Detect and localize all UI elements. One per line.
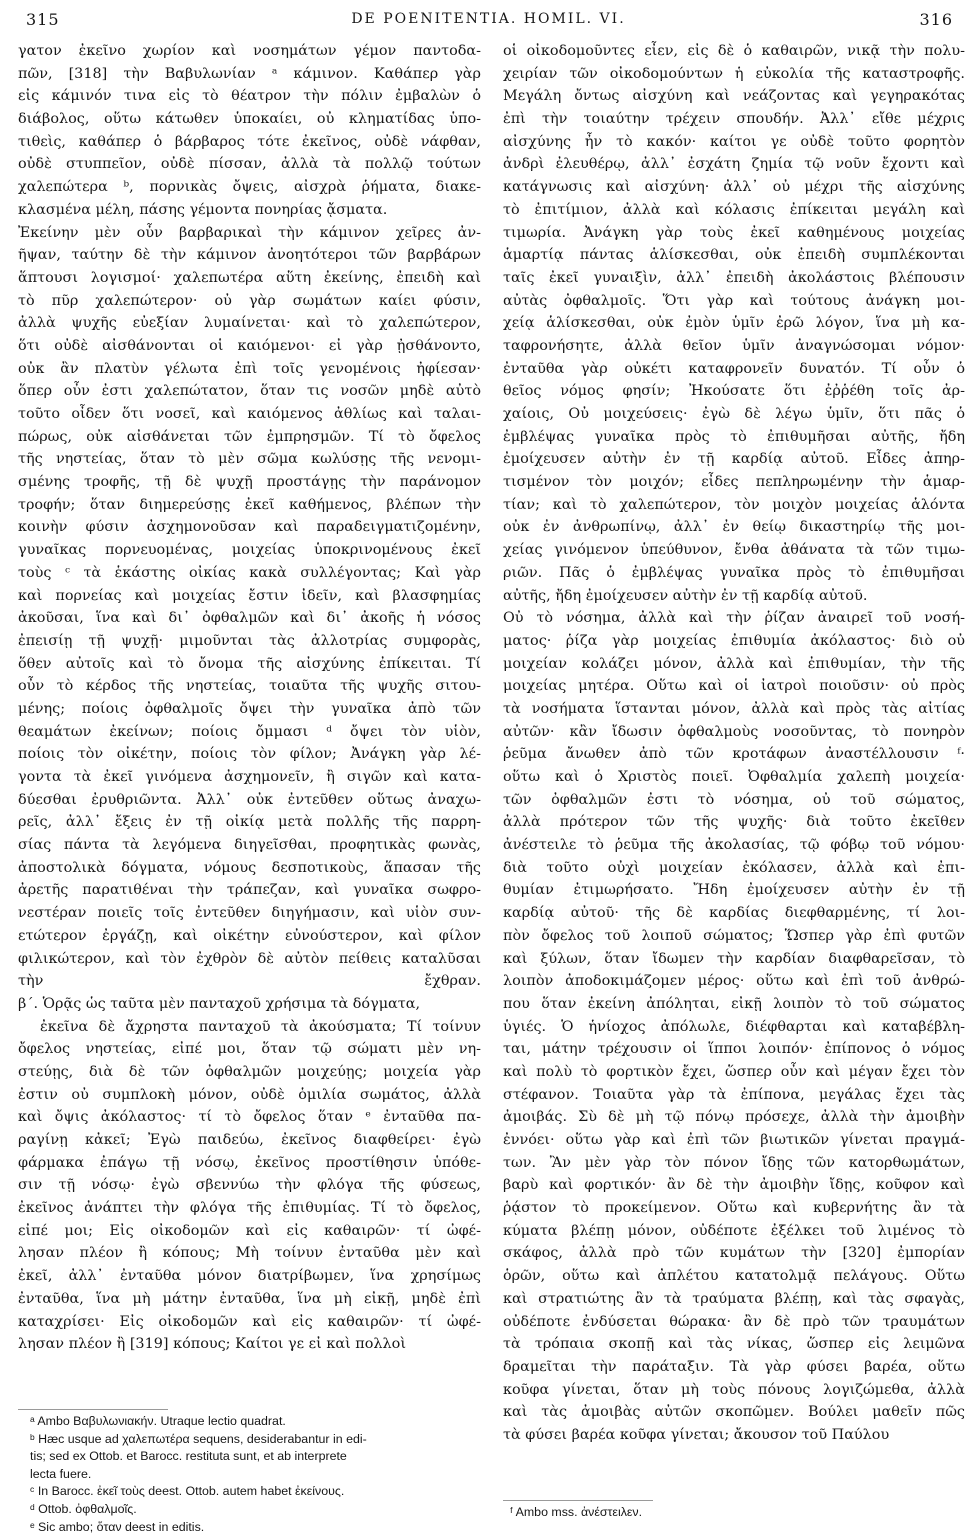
text-line: φάρμακα ἐπάγω τῇ νόσῳ, ἐκεῖνος προστίθησιν ὑπόθε- <box>18 1154 481 1171</box>
right-column <box>503 40 965 1447</box>
footnote-rule-right <box>503 1500 653 1501</box>
footnotes-left <box>30 1413 482 1536</box>
text-line: Οὐ τὸ νόσημα, ἀλλὰ καὶ τὴν ῥίζαν ἀναιρεῖ τοῦ νοσή- <box>503 610 965 627</box>
text-line: γατον ἐκεῖνο χωρίον καὶ νοσημάτων γέμον παντοδα- <box>18 43 481 59</box>
text-line: Μεγάλη ὄντως αἰσχύνη καὶ νεάζοντας καὶ γεγηρακότας <box>503 88 965 105</box>
text-line: χειρίαν τῶν οἰκοδομούντων ἡ εὐκολία τῆς καταστροφῆς. <box>503 65 965 82</box>
text-line: τὸ ἐπιτίμιον, ἀλλὰ καὶ κόλασις ἐπίκειται μεγάλη καὶ <box>503 201 965 218</box>
text-line: ῆψαν, ταύτην δὲ τὴν κάμινον ἀνοητότεροι τῶν βαρβάρων <box>18 247 481 264</box>
footnotes-right <box>510 1504 962 1522</box>
running-head: DE POENITENTIA. HOMIL. VI. <box>351 11 626 27</box>
text-line: μένης; ποίοις ὀφθαλμοῖς ὄψει τὴν γυναῖκα ἀπὸ τῶν <box>18 700 481 717</box>
text-line: τισμένον τὸν μοιχόν; εἶδες πεπληρωμένην τὴν ἁμαρ- <box>503 474 965 491</box>
text-line: ἐστιν οὐ συμπλοκὴ μόνον, οὐδὲ ὁμιλία σωμάτος, ἀλλὰ <box>18 1086 481 1103</box>
text-line: καὶ ὄψις ἀκόλαστος· τί τὸ ὄφελος ὅταν ᵉ ἐνταῦθα πα- <box>18 1109 481 1126</box>
text-line: των. Ἂν μὲν γὰρ τὸν πόνον ἴδῃς τῶν κατορθωμάτων, <box>503 1154 965 1171</box>
text-line: ἀμοιβάς. Σὺ δὲ μὴ τῷ πόνῳ πρόσεχε, ἀλλὰ τὴν ἀμοιβὴν <box>503 1109 965 1126</box>
text-line: σμένης τροφῆς, τῇ δὲ ψυχῇ προστάγῃς τὴν παράνομον <box>18 474 481 491</box>
text-line: ἀρετῆς παρατιθέναι τὴν τράπεζαν, καὶ γυναῖκα σωφρο- <box>18 882 481 899</box>
text-line: ἅπτουσι λογισμοί· χαλεπωτέρα αὕτη ἐκείνης, ἐπειδὴ καὶ <box>18 269 481 286</box>
text-line: καρδίᾳ αὐτοῦ· τῆς δὲ καρδίας διεφθαρμένης, τί λοι- <box>503 905 965 922</box>
footnote-rule-left <box>18 1409 168 1410</box>
text-line: οὐδὲ στυππεῖον, οὐδὲ πίσσαν, ἀλλὰ τὰ πολλῷ τούτων <box>18 156 481 173</box>
text-line: β΄. Ὁρᾷς ὡς ταῦτα μὲν πανταχοῦ χρήσιμα τὰ δόγματα, <box>18 995 421 1012</box>
text-line: καὶ ξύλων, ὅταν ἴδωμεν τὴν καρδίαν διαφθαρεῖσαν, τὸ <box>503 950 965 967</box>
footnote: lecta fuere. <box>30 1466 92 1481</box>
text-line: ἐκεῖνος ἀνάπτει τὴν φλόγα τῆς ἐπιθυμίας. Τί τὸ ὄφελος, <box>18 1200 481 1217</box>
footnote: ᶠ Ambo mss. ἀνέστειλεν. <box>510 1505 643 1519</box>
text-line: κοῦφα γίνεται, ὅταν μὴ τοὺς πόνους λογιζώμεθα, ἀλλὰ <box>503 1381 965 1398</box>
text-line: καὶ πορνείας καὶ μοιχείας ἔστιν ἰδεῖν, καὶ βλασφημίας <box>18 587 481 604</box>
text-line: ετώτερον ἐργάζῃ, καὶ οἰκέτην εὐνούστερον, καὶ φίλον <box>18 927 481 944</box>
text-line: ὅθεν αὐτοῖς καὶ τὸ ὄνομα τῆς αἰσχύνης ἐπίκειται. Τί <box>18 655 481 672</box>
text-line: ἐκεῖ, ἀλλ᾽ ἐνταῦθα μόνον διατρίβωμεν, ἵνα χρησίμως <box>18 1268 481 1285</box>
text-line: ταφρονήσητε, ἀλλὰ θεῖον ὑμῖν ἀναγνώσομαι νόμον· <box>503 337 965 354</box>
text-line: ἀκοῦσαι, ἵνα καὶ δι᾽ ὀφθαλμῶν καὶ δι᾽ ἀκοῆς ἡ νόσος <box>18 610 481 627</box>
text-line: ἐμοίχευσεν αὐτὴν ἐν τῇ καρδίᾳ αὐτοῦ. Εἶδες ἀπηρ- <box>503 451 965 468</box>
text-line: μοιχείαν κολάζει μόνον, ἀλλὰ καὶ ἐπιθυμίαν, τὴν τῆς <box>503 655 965 672</box>
text-line: ὅτι οὐδὲ αἰσθάνονται οἱ καιόμενοι· εἰ γὰρ ᾐσθάνοντο, <box>18 337 481 354</box>
text-line: λησαν πλέον ἢ κόπους; Μὴ τοίνυν ἐνταῦθα μὲν καὶ <box>18 1245 481 1262</box>
text-line: τὰ τρόπαια σκοπῇ καὶ τὰς νίκας, ὥσπερ εἰς λειμῶνα <box>503 1336 965 1353</box>
text-line: χείᾳ ἁλίσκεσθαι, οὐκ ἐμὸν ὑμῖν ἐρῶ λόγον, ἵνα μὴ κα- <box>503 315 965 332</box>
text-line: ἐνταῦθα γὰρ οὐκέτι καταφρονεῖν δυνατόν. Τί οὖν ὁ <box>503 360 965 377</box>
text-line: στέφανον. Τοιαῦτα γὰρ τὰ ἐπίπονα, μεγάλας ἔχει τὰς <box>503 1086 965 1103</box>
text-line: ῥᾴστον τὸ προκείμενον. Οὕτω καὶ κυβερνήτης ἂν τὰ <box>503 1200 965 1217</box>
text-line: οὖν τὸ κέρδος τῆς νηστείας, τοιαῦτα τῆς ψυχῆς σιτου- <box>18 678 481 695</box>
footnote: ᵃ Ambo Βαβυλωνιακήν. Utraque lectio quadrat. <box>30 1414 286 1428</box>
text-line: αὐτὰς ὀφθαλμοῖς. Ὅτι γὰρ καὶ τούτους ἀνάγκη μοι- <box>503 292 965 309</box>
text-line: ῥεῦμα ἄνωθεν ἀπὸ τῶν κροτάφων ἀναστέλλουσιν ᶠ· <box>503 746 965 763</box>
text-line: πὸν ὄφελος τοῦ λοιποῦ σώματος; Ὥσπερ γὰρ ἐπὶ φυτῶν <box>503 927 965 944</box>
text-line: ἐμβλέψας γυναῖκα πρὸς τὸ ἐπιθυμῆσαι αὐτῆς, ἤδη <box>503 428 965 445</box>
text-line: τὰ φύσει βαρέα κοῦφα γίνεται; ἄκουσον τοῦ Παύλου <box>503 1426 890 1443</box>
text-line: καταχρίσει· Εἰς οἰκοδομῶν καὶ εἰς καθαιρῶν· τί ὠφέ- <box>18 1313 481 1330</box>
text-line: ἐννόει· οὕτω γὰρ καὶ ἐπὶ τῶν βιωτικῶν γίνεται πραγμά- <box>503 1132 965 1148</box>
text-line: θεαμάτων ἐκείνων; ποίοις ὄμμασι ᵈ ὄψει τὸν υἱὸν, <box>18 723 481 740</box>
text-line: τοὺς ᶜ τὰ ἑκάστης οἰκίας κακὰ συλλέγοντας; Καὶ γὰρ <box>18 564 481 581</box>
text-line: πῶν, [318] τὴν Βαβυλωνίαν ᵃ κάμινον. Καθάπερ γὰρ <box>18 65 481 82</box>
text-line: δραμεῖται τὴν παράταξιν. Τὰ γὰρ φύσει βαρέα, οὕτω <box>503 1358 965 1375</box>
text-line: τροφήν; ὅταν διημερεύσῃς ἐκεῖ καθήμενος, βλέπων τὴν <box>18 496 481 513</box>
page-header <box>18 10 959 32</box>
text-line: τίαν; καὶ τὸ χαλεπώτερον, τὸν μοιχὸν μοιχείας ἁλόντα <box>503 496 965 513</box>
footnote: ᵈ Ottob. ὀφθαλμοῖς. <box>30 1501 137 1516</box>
footnote: tis; sed ex Ottob. et Barocc. restituta sunt, et ab interprete <box>30 1449 347 1464</box>
left-column <box>18 40 481 1356</box>
text-line: Ἐκείνην μὲν οὖν βαρβαρικαὶ τὴν κάμινον χεῖρες ἀν- <box>18 224 481 241</box>
footnote: ᶜ In Barocc. ἐκεῖ τοὺς deest. Ottob. autem habet ἐκείνους. <box>30 1484 345 1499</box>
text-line: δύεσθαι ἐρυθριῶντα. Ἀλλ᾽ οὐκ ἐντεῦθεν οὕτως ἀναχω- <box>18 791 481 808</box>
text-line: λοιπὸν ἀποδοκιμάζομεν μέρος· οὕτω καὶ ἐπὶ τοῦ ἀνθρώ- <box>503 973 965 990</box>
text-line: ἀποστολικὰ δόγματα, νόμους δεσποτικοὺς, ἅπασαν τῆς <box>18 859 481 876</box>
text-line: εἰπέ μοι; Εἰς οἰκοδομῶν καὶ εἰς καθαιρῶν· τί ὠφέ- <box>18 1222 481 1239</box>
text-line: αὐτῆς, ἤδη ἐμοίχευσεν αὐτὴν ἐν τῇ καρδίᾳ αὐτοῦ. <box>503 587 868 604</box>
text-line: ἐπὶ τὴν τοιαύτην τρέχειν σπουδήν. Ἀλλ᾽ εἴθε μέχρις <box>503 111 965 128</box>
text-line: τῆς νηστείας, ὅταν τὸ μὲν σῶμα κωλύσῃς τῆς νενομι- <box>18 451 481 468</box>
text-line: οὐκ ἐν ἀνθρωπίνῳ, ἀλλ᾽ ἐν θείῳ δικαστηρίῳ τῆς μοι- <box>503 519 965 536</box>
text-line: βαρὺ καὶ φορτικόν· ἂν δὲ τὴν ἀμοιβὴν ἴδῃς, κοῦφον καὶ <box>503 1177 965 1194</box>
text-line: καὶ στρατιώτης ἂν τὰ τραύματα βλέπῃ, καὶ τὰς σφαγὰς, <box>503 1290 965 1307</box>
text-line: ματος· ῥίζα γὰρ μοιχείας ἐπιθυμία ἀκόλαστος· διὸ οὐ <box>503 632 965 649</box>
text-line: κλασμένα μέλη, πάσης γέμοντα πονηρίας ᾄσματα. <box>18 201 388 218</box>
text-line: διάβολος, οὕτω κάτωθεν ὑποκαίει, οὐ κληματίδας ὑπο- <box>18 111 481 128</box>
page-number-right: 316 <box>919 10 953 29</box>
text-line: ἁμαρτίᾳ πάντας ἁλίσκεσθαι, οὐκ ἐπειδὴ συμπλέκονται <box>503 247 965 264</box>
text-line: αὐτῶν· κἂν ἴδωσιν ὀφθαλμοὺς νοσοῦντας, τὸ πονηρὸν <box>503 723 965 740</box>
text-line: χείας γινόμενον ὑπεύθυνον, ἔνθα ἀθάνατα τὰ τῶν τιμω- <box>503 542 965 559</box>
text-line: σιν τῇ νόσῳ· ἐγὼ σβεννύω τὴν φλόγα τῆς φύσεως, <box>18 1177 481 1194</box>
text-line: τῶν ὀφθαλμῶν ἐστι τὸ νόσημα, οὐ τοῦ σώματος, <box>503 791 965 808</box>
text-line: διὰ τοῦτο οὐχὶ μοιχείαν ἐκόλασεν, ἀλλὰ καὶ ἐπι- <box>503 859 965 876</box>
text-line: χαλεπώτερα ᵇ, πορνικὰς ὄψεις, αἰσχρὰ ῥήματα, διακε- <box>18 179 481 196</box>
text-line: οἱ οἰκοδομοῦντες εἶεν, εἰς δὲ ὁ καθαιρῶν, νικᾷ τὴν πολυ- <box>503 43 965 59</box>
text-line: καὶ τὰς ἀμοιβὰς αὐτῶν σκοπῶμεν. Βούλει μαθεῖν πῶς <box>503 1404 965 1421</box>
text-line: ἐπεισίῃ τῇ ψυχῇ· μιμοῦνται τὰς ἀλλοτρίας συμφορὰς, <box>18 632 481 649</box>
text-line: ὑγιές. Ὁ ἡνίοχος ἀπόλωλε, διέφθαρται καὶ καταβέβλη- <box>503 1018 965 1035</box>
text-line: ἐνταῦθα, ἵνα μὴ μάτην ἐνταῦθα, ἵνα μὴ εἰκῇ, μηδὲ ἐπὶ <box>18 1290 481 1307</box>
text-line: οὕτω καὶ ὁ Χριστὸς ποιεῖ. Ὀφθαλμία χαλεπὴ μοιχεία· <box>503 769 965 785</box>
text-line: ὄφελος νηστείας, εἰπέ μοι, ὅταν τῷ σώματι μὲν νη- <box>18 1041 481 1058</box>
text-line: ρεῖς, ἀλλ᾽ ἔξεις ἐν τῇ οἰκίᾳ μετὰ πολλῆς τῆς παρρη- <box>18 814 481 831</box>
text-line: οὐκ ἂν πλατὺν γέλωτα ἐπὶ τοῖς γενομένοις ἠφίεσαν· <box>18 360 481 377</box>
text-line: χαίοις, Οὐ μοιχεύσεις· ἐγὼ δὲ λέγω ὑμῖν, ὅτι πᾶς ὁ <box>503 406 965 422</box>
text-line: νεστέραν ποιεῖς τοῖς ἐντεῦθεν διηγήμασιν, καὶ υἱὸν συν- <box>18 905 481 922</box>
text-line: ριῶν. Πᾶς ὁ ἐμβλέψας γυναῖκα πρὸς τὸ ἐπιθυμῆσαι <box>503 564 965 581</box>
text-line: μοιχείας μητέρα. Οὕτω καὶ οἱ ἰατροὶ ποιοῦσιν· οὐ πρὸς <box>503 678 965 695</box>
footnote: ᵉ Sic ambo; ὅταν deest in editis. <box>30 1519 205 1534</box>
text-line: εἰς κάμινόν τινα εἰς τὸ θέατρον τὴν πόλιν ἐμβαλὼν ὁ <box>18 88 481 105</box>
text-line: στεύῃς, διὰ δὲ τῶν ὀφθαλμῶν μοιχεύῃς; μοιχεία γὰρ <box>18 1063 481 1080</box>
text-line: ποίοις τὸν οἰκέτην, ποίοις τὸν φίλον; Ἀνάγκη γὰρ λέ- <box>18 746 481 763</box>
text-line: σκάφος, ἀλλὰ πρὸ τῶν κυμάτων τὴν [320] ἐμπορίαν <box>503 1245 965 1262</box>
text-line: τιμωρία. Ἀνάγκη γὰρ τοὺς ἐκεῖ καθημένους μοιχείας <box>503 224 965 241</box>
text-line: γυναῖκας πορνευομένας, μοιχείας ὑποκρινομένους ἐκεῖ <box>18 542 481 559</box>
text-line: τὸ πῦρ χαλεπώτερον· οὐ γὰρ σωμάτων καίει φύσιν, <box>18 292 481 309</box>
text-line: ἀνδρὶ ἐλευθέρῳ, ἀλλ᾽ ἐσχάτη ζημία τῷ νοῦν ἔχοντι καὶ <box>503 156 965 173</box>
text-line: ἐκεῖνα δὲ ἄχρηστα πανταχοῦ τὰ ἀκούσματα; Τί τοίνυν <box>40 1018 481 1035</box>
text-line: σίας πάντα τὰ λεγόμενα διηγεῖσθαι, προφητικὰς φωνὰς, <box>18 837 481 854</box>
text-line: ὁρῶν, οὕτω καὶ ἀπλέτου κατατολμᾷ πελάγους. Οὕτω <box>503 1268 965 1285</box>
text-line: ταῖς ἐκεῖ γυναιξὶν, ἀλλ᾽ ἐπειδὴ ἀκολάστοις βλέπουσιν <box>503 269 965 286</box>
text-line: ἀνέστειλε τὸ ῥεῦμα τῆς ἀκολασίας, τῷ φόβῳ τοῦ νόμου· <box>503 837 965 854</box>
page-number-left: 315 <box>26 10 60 29</box>
text-line: τοῦτο οἶδεν ὅτι νοσεῖ, καὶ καιόμενος ἀθλίως καὶ ταλαι- <box>18 406 481 422</box>
text-line: οὐδέποτε ἐνδύσεται θώρακα· ἂν δὲ πρὸ τῶν τραυμάτων <box>503 1313 965 1330</box>
footnote: ᵇ Hæc usque ad χαλεπωτέρα sequens, desiderabantur in edi- <box>30 1431 367 1446</box>
text-line: τὰ νοσήματα ἵστανται μόνον, ἀλλὰ καὶ πρὸς τὰς αἰτίας <box>503 700 965 717</box>
text-line: γοντα τὰ ἐκεῖ γινόμενα ἀσχημονεῖν, ἢ σιγῶν καὶ κατα- <box>18 769 481 785</box>
text-line: ται, μάτην τρέχουσιν οἱ ἵπποι λοιπόν· ἐπίπονος ὁ νόμος <box>503 1041 965 1058</box>
text-line: αἰσχύνης ἦν τὸ κακόν· καίτοι γε οὐδὲ τοῦτο φορητὸν <box>503 133 965 150</box>
text-line: κύματα βλέπῃ μόνον, οὐδέποτε ἐξέλκει τοῦ λιμένος τὸ <box>503 1222 965 1239</box>
text-line: ὅπερ οὖν ἐστι χαλεπώτατον, ὅταν τις νοσῶν μηδὲ αὐτὸ <box>18 383 481 400</box>
text-line: ἀλλὰ πρότερον τῶν τῆς ψυχῆς· διὰ τοῦτο ἐκεῖθεν <box>503 814 965 831</box>
text-line: ραγίνῃ κἀκεῖ; Ἐγὼ παιδεύω, ἐκεῖνος διαφθείρει· ἐγὼ <box>18 1132 481 1148</box>
text-line: πώρως, οὐκ αἰσθάνεται τῶν ἐμπρησμῶν. Τί τὸ ὄφελος <box>18 428 481 445</box>
text-line: λησαν πλέον ἢ [319] κόπους; Καίτοι γε εἰ καὶ πολλοὶ <box>18 1336 406 1353</box>
text-line: ἀλλὰ ψυχῆς εὐεξίαν λυμαίνεται· καὶ τὸ χαλεπώτερον, <box>18 315 481 332</box>
text-line: κατάγνωσις καὶ αἰσχύνη· ἀλλ᾽ οὐ μέχρι τῆς αἰσχύνης <box>503 179 965 196</box>
text-line: που ὅταν ἐκείνη ἀπόληται, εἰκῇ λοιπὸν τὸ τοῦ σώματος <box>503 995 965 1012</box>
text-line: φιλικώτερον, καὶ τὸν ἐχθρὸν δὲ αὐτὸν πείθεις καταλῦσαι <box>18 950 481 967</box>
text-line: κοινὴν φύσιν ἀσχημονοῦσαν καὶ παραδειγματιζομένην, <box>18 519 481 536</box>
text-line: τὴν ἔχθραν. <box>18 973 481 990</box>
text-line: καὶ πολὺ τὸ φορτικὸν ἔχει, ὥσπερ οὖν καὶ μέγαν ἔχει τὸν <box>503 1063 965 1080</box>
text-line: θυμίαν ἐτιμωρήσατο. Ἤδη ἐμοίχευσεν αὐτὴν ἐν τῇ <box>503 882 965 899</box>
text-line: θεῖος νόμος φησίν; Ἠκούσατε ὅτι ἐῤῥέθη τοῖς ἀρ- <box>503 383 965 400</box>
text-line: τιθεὶς, καθάπερ ὁ βάρβαρος τότε ἐκεῖνος, οὐδὲ νάφθαν, <box>18 133 481 150</box>
